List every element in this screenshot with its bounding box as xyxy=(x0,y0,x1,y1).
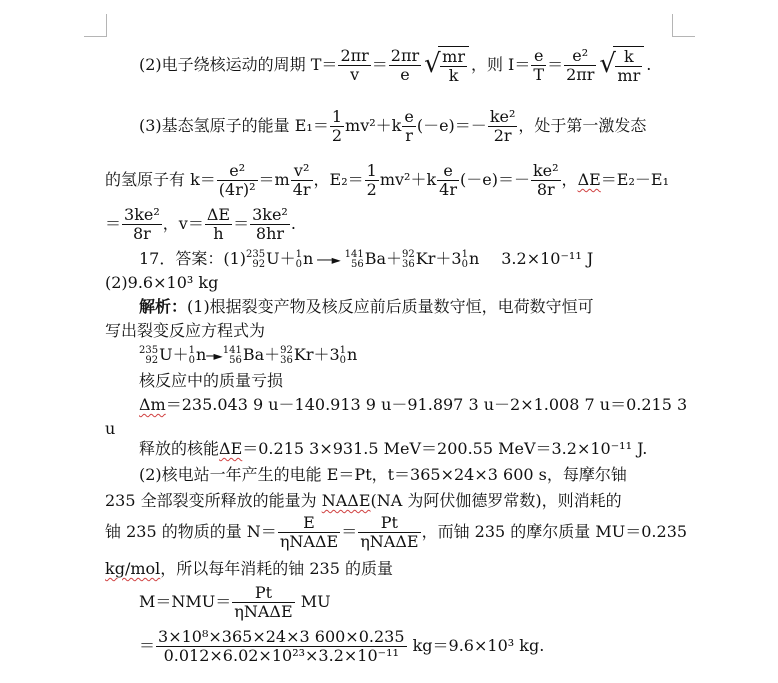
line-analysis-1 xyxy=(105,296,709,318)
text: 写出裂变反应方程式为 xyxy=(105,321,266,340)
text: 56 xyxy=(229,354,242,366)
text: 235 全部裂变所释放的能量为 xyxy=(105,491,322,510)
line-analysis-2 xyxy=(105,320,675,342)
text: (3)基态氢原子的能量 E₁＝ xyxy=(139,116,329,135)
text: 235 xyxy=(246,248,266,260)
numerator: k xyxy=(615,48,642,67)
text: 1 xyxy=(461,248,468,260)
line-answer-17 xyxy=(105,248,709,271)
text: n xyxy=(303,249,314,268)
line-released-energy xyxy=(105,438,709,460)
text: 1 xyxy=(339,344,347,356)
text: (1)根据裂变产物及核反应前后质量数守恒，电荷数守恒可 xyxy=(187,297,594,316)
text: ＝ xyxy=(105,214,122,233)
fraction xyxy=(488,108,518,145)
text: 36 xyxy=(402,258,415,270)
denominator: 8hr xyxy=(255,224,285,243)
text: (2)电子绕核运动的周期 T＝ xyxy=(139,55,338,74)
square-root: √ $\frac{k}{mr}$ xyxy=(599,46,644,85)
line-mass-formula xyxy=(105,584,709,621)
text: 56 xyxy=(350,258,364,270)
denominator: 0.012×6.02×10²³×3.2×10⁻¹¹ xyxy=(163,646,399,665)
denominator: mr xyxy=(617,66,641,85)
text: mv²＋k xyxy=(379,170,437,189)
text: . xyxy=(290,214,296,233)
text: ， xyxy=(561,170,578,189)
delta-m-term: Δm xyxy=(139,395,166,414)
text: 17．答案：(1) xyxy=(139,249,247,268)
numerator: e xyxy=(531,47,546,66)
fraction xyxy=(291,162,313,199)
numerator: ke² xyxy=(489,107,516,126)
line-period: (2)电子绕核运动的周期 T＝ $\frac{2\pi r}{v}$ ＝ $\frac{2\pi r}{e}$ √ $\frac{mr}{k}$ ，则 I＝ $\frac{e}{T}$ ＝ $\frac{\text{e²}}{2\pi r}$ √ $\frac{k}{mr}$ . xyxy=(139,46,652,85)
line-analysis-3 xyxy=(105,370,709,392)
denominator: 2 xyxy=(366,180,377,199)
line-fission-equation xyxy=(105,344,709,367)
text: 0 xyxy=(339,354,347,366)
nuclide-index xyxy=(402,250,415,270)
numerator: ΔE xyxy=(206,205,231,224)
line-analysis-10 xyxy=(105,558,675,580)
text: 92 xyxy=(252,258,266,270)
line-ground-energy xyxy=(105,108,709,145)
delta-e-term: ΔE xyxy=(219,439,243,458)
fraction xyxy=(122,206,162,243)
delta-e-term: ΔE xyxy=(577,170,601,189)
line-final-result xyxy=(105,628,709,665)
text: ，E₂＝ xyxy=(313,170,364,189)
text: kg＝9.6×10³ kg. xyxy=(407,636,545,655)
fraction xyxy=(330,108,344,145)
text: ＝235.043 9 u－140.913 9 u－91.897 3 u－2×1.008 7 u＝0.215 3 xyxy=(165,395,688,414)
text: ，处于第一激发态 xyxy=(518,116,647,135)
text: mv²＋k xyxy=(345,116,402,135)
text: ，所以每年消耗的铀 235 的质量 xyxy=(160,559,393,578)
denominator: 4r xyxy=(292,180,311,199)
text: (－e)＝－ xyxy=(460,170,530,189)
fraction xyxy=(250,206,290,243)
fraction xyxy=(564,47,596,84)
nuclide-index xyxy=(345,250,364,270)
fraction xyxy=(232,584,294,621)
fraction xyxy=(531,47,546,84)
text: 141 xyxy=(222,344,242,356)
text: ＝ xyxy=(341,522,358,541)
line-analysis-8 xyxy=(105,490,675,512)
nuclide-index xyxy=(246,250,265,270)
fraction xyxy=(389,47,421,84)
numerator: 3ke² xyxy=(252,205,288,224)
crop-mark-top-right xyxy=(672,14,695,37)
numerator: Pt xyxy=(358,514,420,533)
numerator: ke² xyxy=(532,161,559,180)
fraction xyxy=(278,514,340,551)
text: n xyxy=(468,249,480,268)
text: ＝ xyxy=(371,55,388,74)
text: 0 xyxy=(461,258,468,270)
text: (NA 为阿伏伽德罗常数)，则消耗的 xyxy=(370,491,622,510)
text: 0 xyxy=(295,258,302,270)
text: Ba＋ xyxy=(242,345,281,364)
text: ＝E₂－E₁ xyxy=(600,170,669,189)
denominator: 2r xyxy=(493,126,512,145)
line-unit-u xyxy=(105,418,675,440)
text: 235 xyxy=(139,344,159,356)
text: 3.2×10⁻¹¹ J xyxy=(501,249,594,268)
text: 1 xyxy=(188,344,195,356)
nuclide-index xyxy=(223,346,242,366)
text: n xyxy=(195,345,207,364)
text: 铀 235 的物质的量 N＝ xyxy=(105,522,277,541)
text: 36 xyxy=(280,354,293,366)
square-root: √ $\frac{mr}{k}$ xyxy=(424,46,469,85)
numerator: 3ke² xyxy=(124,205,160,224)
denominator: 2 xyxy=(331,126,343,145)
text: 92 xyxy=(280,344,293,356)
numerator: v² xyxy=(291,162,313,181)
text: U＋ xyxy=(159,345,189,364)
denominator: ηNAΔE xyxy=(234,602,293,621)
denominator: ηNAΔE xyxy=(279,532,339,551)
text: (2)9.6×10³ kg xyxy=(105,273,219,292)
line-moles xyxy=(105,513,688,551)
numerator: 2πr xyxy=(390,46,420,65)
text: ＝0.215 3×931.5 MeV＝200.55 MeV＝3.2×10⁻¹¹ J. xyxy=(242,439,648,458)
line-answer-17b xyxy=(105,272,675,294)
text: ，v＝ xyxy=(162,214,204,233)
nuclide-index xyxy=(280,346,293,366)
numerator: e xyxy=(437,162,459,181)
fraction xyxy=(437,162,459,199)
nuclide-index xyxy=(139,346,158,366)
denominator: 8r xyxy=(132,224,151,243)
unit-term: kg/mol xyxy=(105,559,161,578)
denominator: h xyxy=(213,224,224,243)
numerator: e² xyxy=(217,162,258,181)
na-delta-e-term: NAΔE xyxy=(321,491,371,510)
text: U＋ xyxy=(266,249,296,268)
text: 141 xyxy=(344,248,364,260)
text: u xyxy=(105,419,116,438)
text: (2)核电站一年产生的电能 E＝Pt，t＝365×24×3 600 s，每摩尔铀 xyxy=(139,465,627,484)
analysis-label: 解析： xyxy=(139,297,188,316)
denominator: k xyxy=(448,66,459,85)
text: M＝NMU＝ xyxy=(139,592,232,611)
numerator: 1 xyxy=(366,161,377,180)
text: Kr＋3 xyxy=(415,249,462,268)
arrow-icon: ──► xyxy=(313,253,345,267)
text: ＝ xyxy=(233,214,250,233)
text: ＝ xyxy=(139,636,156,655)
line-frequency-result xyxy=(105,206,675,243)
denominator: 4r xyxy=(439,180,457,199)
numerator: E xyxy=(278,514,340,533)
denominator: T xyxy=(533,65,545,84)
nuclide-index xyxy=(189,346,195,366)
denominator: 2πr xyxy=(566,65,595,84)
numerator: Pt xyxy=(232,584,294,603)
text: 的氢原子有 k＝ xyxy=(105,170,216,189)
fraction xyxy=(531,162,561,199)
fraction xyxy=(358,514,420,551)
text: ，而铀 235 的摩尔质量 MU＝0.235 xyxy=(421,522,688,541)
arrow-icon: ─► xyxy=(206,349,223,363)
text: n xyxy=(347,345,358,364)
nuclide-index xyxy=(296,250,302,270)
text: 92 xyxy=(402,248,415,260)
numerator: mr xyxy=(442,47,465,66)
numerator: 2πr xyxy=(340,46,369,65)
numerator: 1 xyxy=(331,107,343,126)
denominator: e xyxy=(400,65,410,84)
text: 92 xyxy=(145,354,159,366)
numerator: 3×10⁸×365×24×3 600×0.235 xyxy=(158,627,405,646)
text: Ba＋ xyxy=(364,249,403,268)
text: (－e)＝－ xyxy=(416,116,487,135)
text: 核反应中的质量亏损 xyxy=(139,371,284,390)
text: 释放的核能 xyxy=(139,439,220,458)
crop-mark-top-left xyxy=(84,14,107,37)
text: MU xyxy=(295,592,331,611)
fraction xyxy=(217,162,258,199)
text: ，则 I＝ xyxy=(470,55,531,74)
denominator: (4r)² xyxy=(218,180,256,199)
fraction xyxy=(402,108,415,145)
fraction xyxy=(338,47,370,84)
text: Kr＋3 xyxy=(293,345,340,364)
numerator: e xyxy=(404,107,414,126)
fraction xyxy=(365,162,379,199)
fraction xyxy=(156,628,407,665)
numerator: e² xyxy=(564,47,596,66)
line-mass-defect xyxy=(105,394,709,416)
fraction xyxy=(205,206,232,243)
denominator: v xyxy=(350,65,360,84)
denominator: r xyxy=(405,126,413,145)
text: . xyxy=(646,55,652,74)
denominator: 8r xyxy=(536,180,555,199)
text: 0 xyxy=(188,354,195,366)
text: ＝m xyxy=(258,170,290,189)
denominator: ηNAΔE xyxy=(360,532,419,551)
nuclide-index xyxy=(340,346,346,366)
line-excited-state xyxy=(105,162,675,199)
line-analysis-7 xyxy=(105,464,709,486)
text: 1 xyxy=(295,248,302,260)
nuclide-index xyxy=(462,250,468,270)
